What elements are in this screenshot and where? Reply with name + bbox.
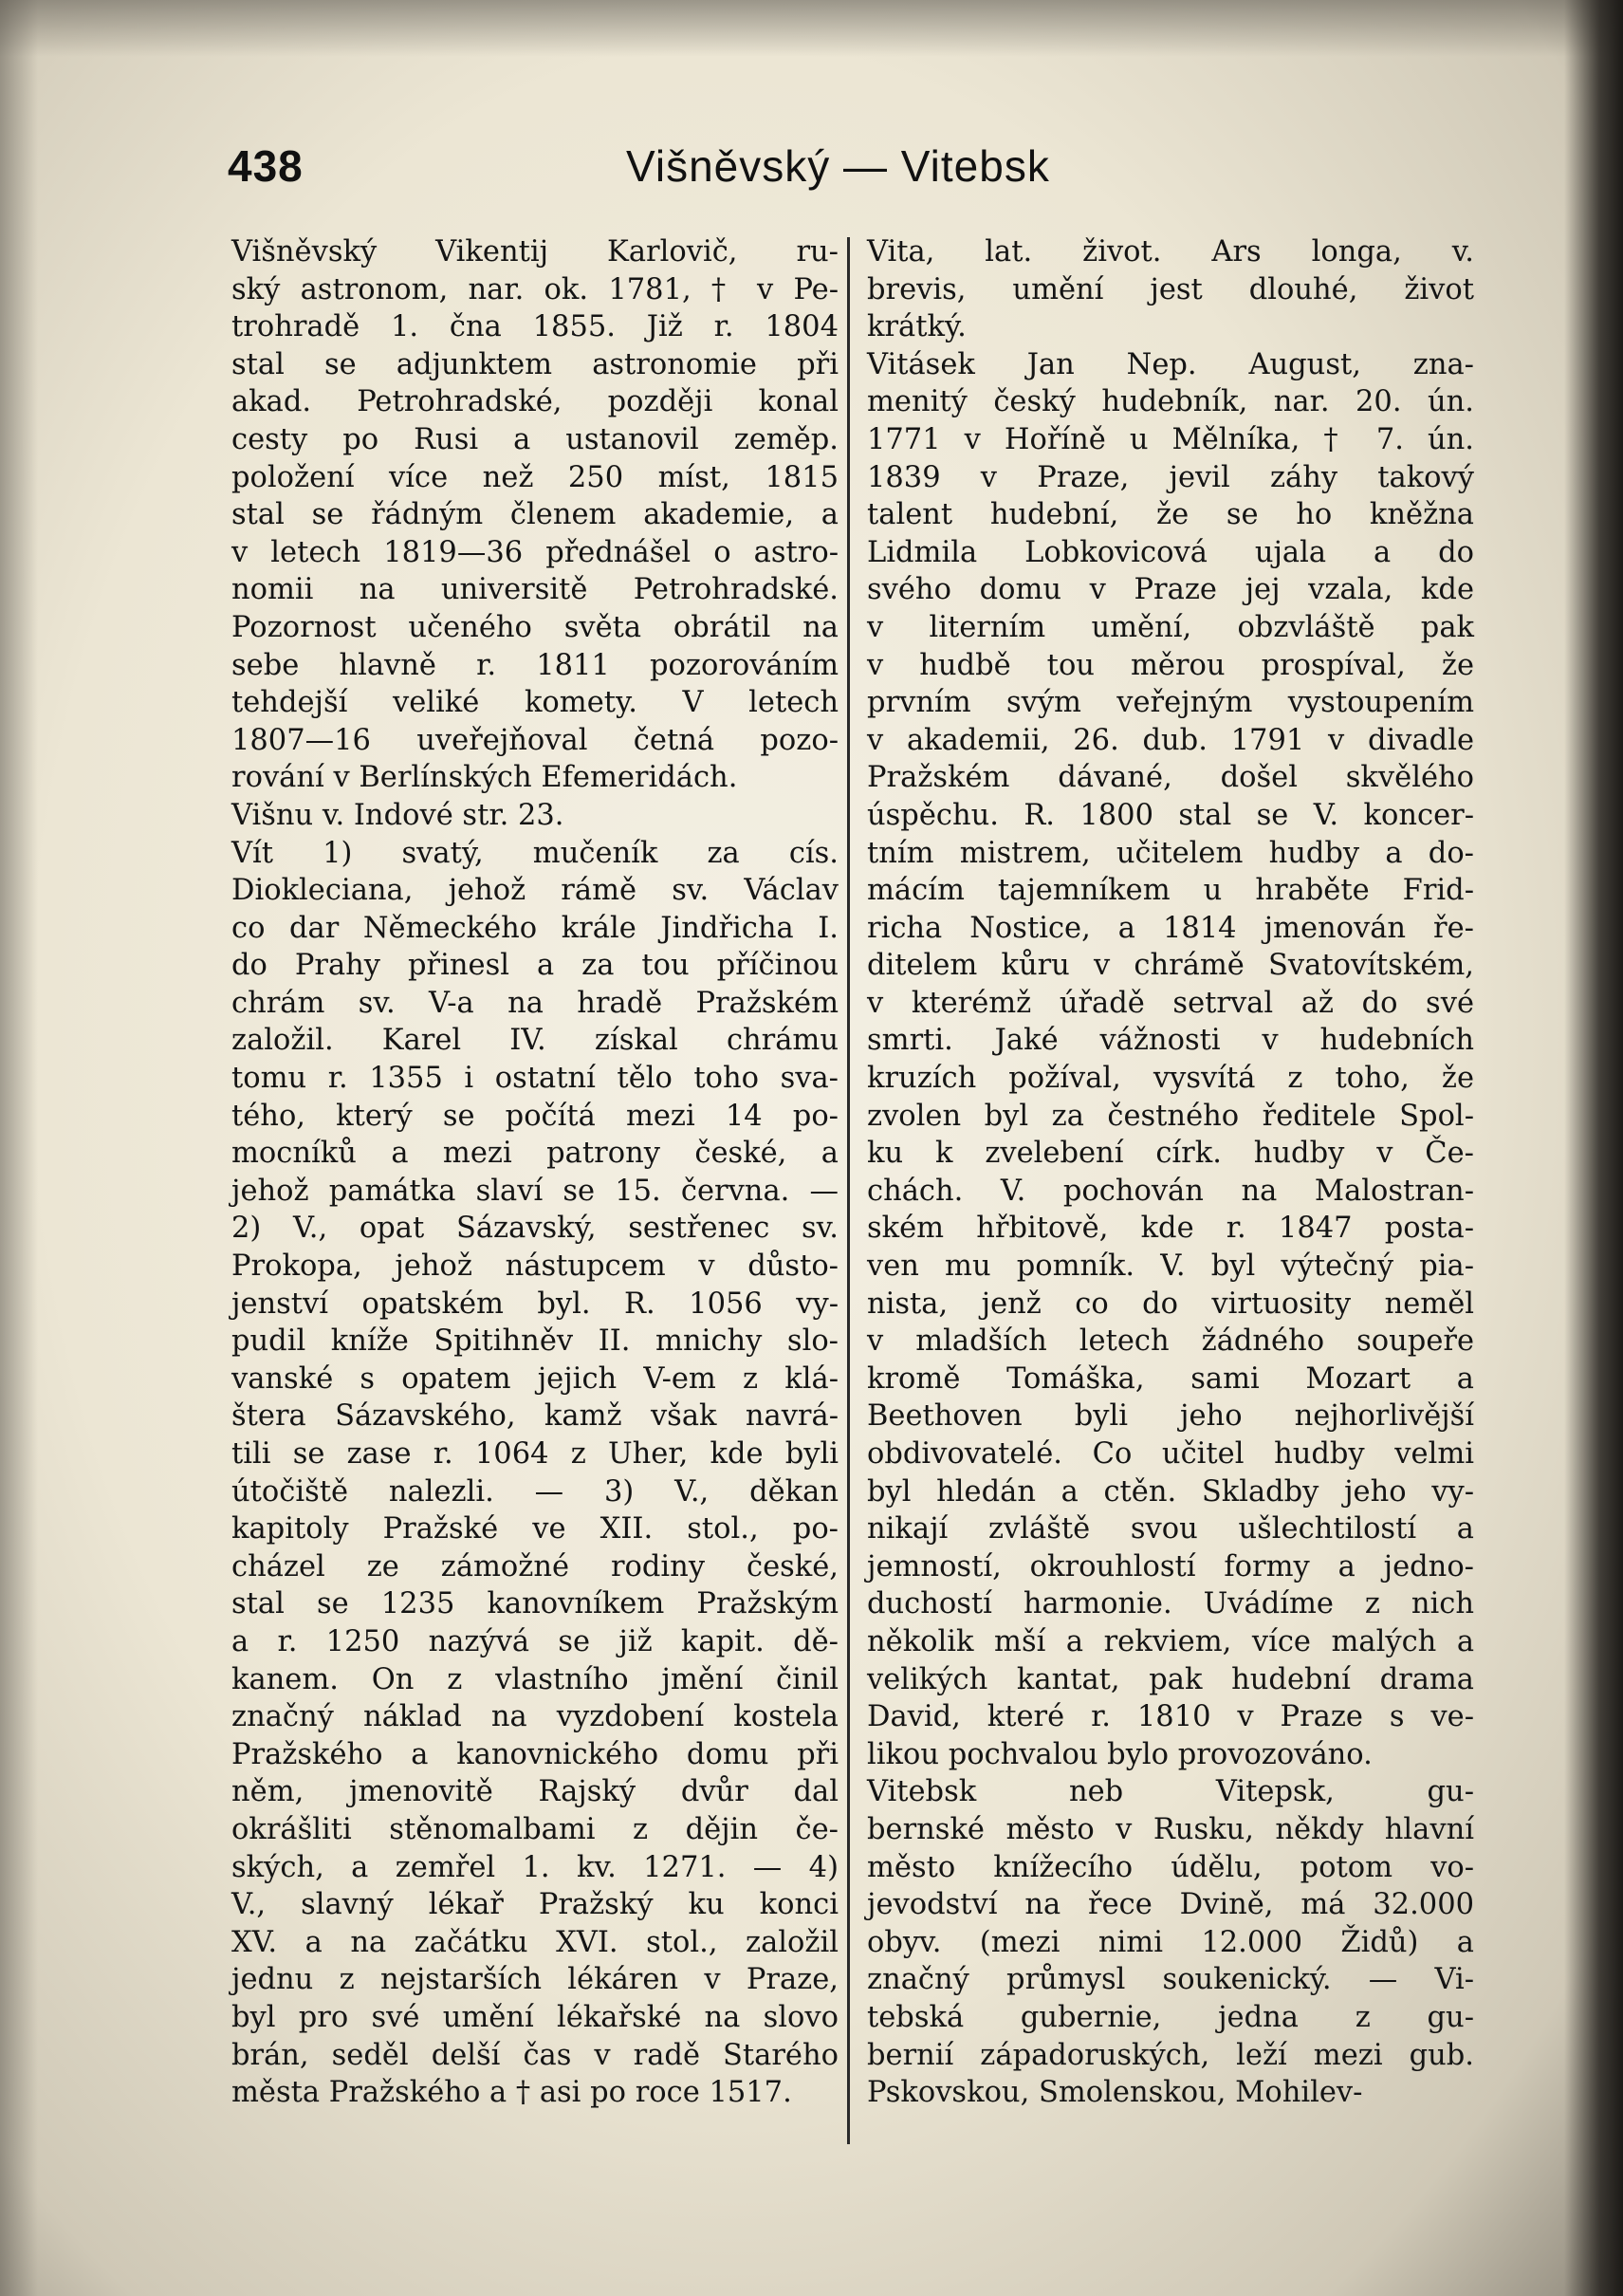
left_column-line: Višnu v. Indové str. 23. (231, 798, 564, 832)
left_column-line: stal se řádným členem akademie, a (231, 498, 839, 532)
right_column-line: Vitásek Jan Nep. August, zna- (867, 347, 1474, 381)
left_column-line: 2) V., opat Sázavský, sestřenec sv. (231, 1212, 839, 1246)
right_column-line: obdivovatelé. Co učitel hudby velmi (867, 1437, 1474, 1471)
left_column-line: kanem. On z vlastního jmění činil (231, 1662, 839, 1696)
right_column-line: duchostí harmonie. Uvádíme z nich (867, 1587, 1474, 1621)
right_column-line: smrti. Jaké vážnosti v hudebních (867, 1024, 1474, 1058)
right_column-line: likou pochvalou bylo provozováno. (867, 1737, 1373, 1771)
left_column-line: 1807—16 uveřejňoval četná pozo- (231, 723, 839, 757)
page-shadow-top (0, 0, 1623, 57)
right_column-line: 1839 v Praze, jevil záhy takový (867, 460, 1474, 494)
right_column-line: v hudbě tou měrou prospíval, že (867, 648, 1474, 682)
left_column-line: města Pražského a † asi po roce 1517. (231, 2076, 792, 2110)
right_column-line: kruzích požíval, vysvítá z toho, že (867, 1062, 1474, 1096)
right_column-line: ském hřbitově, kde r. 1847 posta- (867, 1212, 1474, 1246)
left_column-line: ský astronom, nar. ok. 1781, † v Pe- (231, 272, 839, 306)
left_column-line: kapitoly Pražské ve XII. stol., po- (231, 1512, 839, 1546)
left_column-line: jehož památka slaví se 15. června. — (231, 1174, 839, 1208)
page-number: 438 (228, 141, 304, 191)
left_column-line: akad. Petrohradské, později konal (231, 385, 839, 419)
right_column-line: ditelem kůru v chrámě Svatovítském, (867, 949, 1474, 983)
left_column-line: sebe hlavně r. 1811 pozorováním (231, 648, 839, 682)
right_column-line: richa Nostice, a 1814 jmenován ře- (867, 911, 1474, 945)
page-header (228, 140, 1081, 197)
right_column-line: bernské město v Rusku, někdy hlavní (867, 1812, 1474, 1846)
left_column-line: nomii na universitě Petrohradské. (231, 573, 839, 607)
left_column-line: cházel ze zámožné rodiny české, (231, 1549, 839, 1583)
left_column-line: trohradě 1. čna 1855. Již r. 1804 (231, 310, 839, 344)
right_column-line: svého domu v Praze jej vzala, kde (867, 573, 1474, 607)
right-column (867, 233, 1474, 2112)
left_column-line: položení více než 250 míst, 1815 (231, 460, 839, 494)
right_column-line: značný průmysl soukenický. — Vi- (867, 1963, 1474, 1997)
right_column-line: město knížecího údělu, potom vo- (867, 1850, 1474, 1884)
left_column-line: tého, který se počítá mezi 14 po- (231, 1099, 839, 1133)
left_column-line: Pražského a kanovnického domu při (231, 1737, 839, 1771)
right_column-line: úspěchu. R. 1800 stal se V. koncer- (867, 798, 1474, 832)
right_column-line: Pskovskou, Smolenskou, Mohilev- (867, 2076, 1363, 2110)
right_column-line: Pražském dávané, došel skvělého (867, 761, 1474, 795)
right_column-line: 1771 v Hoříně u Mělníka, † 7. ún. (867, 422, 1474, 456)
left_column-line: pudil kníže Spitihněv II. mnichy slo- (231, 1324, 839, 1359)
right_column-line: v kterémž úřadě setrval až do své (867, 986, 1474, 1020)
left_column-line: jenství opatském byl. R. 1056 vy- (231, 1287, 839, 1321)
right_column-line: několik mší a rekviem, více malých a (867, 1624, 1474, 1658)
left_column-line: okrášliti stěnomalbami z dějin če- (231, 1812, 839, 1846)
left_column-line: tili se zase r. 1064 z Uher, kde byli (231, 1437, 839, 1471)
left_column-line: do Prahy přinesl a za tou příčinou (231, 949, 839, 983)
right_column-line: ven mu pomník. V. byl výtečný pia- (867, 1250, 1474, 1284)
right_column-line: v mladších letech žádného soupeře (867, 1324, 1474, 1359)
left_column-line: V., slavný lékař Pražský ku konci (231, 1888, 839, 1922)
left_column-line: brán, seděl delší čas v radě Starého (231, 2038, 839, 2072)
left_column-line: Diokleciana, jehož rámě sv. Václav (231, 874, 839, 908)
left_column-line: značný náklad na vyzdobení kostela (231, 1700, 839, 1734)
left_column-line: Pozornost učeného světa obrátil na (231, 610, 839, 644)
left_column-line: co dar Německého krále Jindřicha I. (231, 911, 839, 945)
right_column-line: mácím tajemníkem u hraběte Frid- (867, 874, 1474, 908)
left_column-line: ských, a zemřel 1. kv. 1271. — 4) (231, 1850, 839, 1884)
right_column-line: prvním svým veřejným vystoupením (867, 686, 1474, 720)
left_column-line: tehdejší veliké komety. V letech (231, 686, 839, 720)
right_column-line: byl hledán a ctěn. Skladby jeho vy- (867, 1474, 1474, 1509)
column-divider (847, 237, 850, 2144)
right_column-line: velikých kantat, pak hudební drama (867, 1662, 1474, 1696)
right_column-line: zvolen byl za čestného ředitele Spol- (867, 1099, 1474, 1133)
left_column-line: stal se adjunktem astronomie při (231, 347, 839, 381)
right_column-line: kromě Tomáška, sami Mozart a (867, 1361, 1474, 1396)
left-column (231, 233, 839, 2112)
left_column-line: v letech 1819—36 přednášel o astro- (231, 535, 839, 569)
right_column-line: Vitebsk neb Vitepsk, gu- (867, 1775, 1474, 1809)
right_column-line: bernií západoruských, leží mezi gub. (867, 2038, 1474, 2072)
right_column-line: v literním umění, obzvláště pak (867, 610, 1474, 644)
right_column-line: talent hudební, že se ho kněžna (867, 498, 1474, 532)
right_column-line: jevodství na řece Dvině, má 32.000 (867, 1888, 1474, 1922)
right_column-line: tním mistrem, učitelem hudby a do- (867, 836, 1474, 870)
right_column-line: Vita, lat. život. Ars longa, v. (867, 235, 1474, 268)
left_column-line: útočiště nalezli. — 3) V., děkan (231, 1474, 839, 1509)
left_column-line: tomu r. 1355 i ostatní tělo toho sva- (231, 1062, 839, 1096)
right_column-line: Beethoven byli jeho nejhorlivější (867, 1399, 1474, 1434)
right_column-line: chách. V. pochován na Malostran- (867, 1174, 1474, 1208)
left_column-line: chrám sv. V-a na hradě Pražském (231, 986, 839, 1020)
left_column-line: XV. a na začátku XVI. stol., založil (231, 1925, 839, 1959)
right_column-line: nikají zvláště svou ušlechtilostí a (867, 1512, 1474, 1546)
page-shadow-left (0, 0, 38, 2296)
right_column-line: Lidmila Lobkovicová ujala a do (867, 535, 1474, 569)
left_column-line: jednu z nejstarších lékáren v Praze, (231, 1963, 839, 1997)
left_column-line: Vít 1) svatý, mučeník za cís. (231, 836, 839, 870)
right_column-line: obyv. (mezi nimi 12.000 Židů) a (867, 1925, 1474, 1959)
right_column-line: jemností, okrouhlostí formy a jedno- (867, 1549, 1474, 1583)
left_column-line: a r. 1250 nazývá se již kapit. dě- (231, 1624, 839, 1658)
right_column-line: brevis, umění jest dlouhé, život (867, 272, 1474, 306)
left_column-line: založil. Karel IV. získal chrámu (231, 1024, 839, 1058)
left_column-line: rování v Berlínských Efemeridách. (231, 761, 738, 795)
left_column-line: vanské s opatem jejich V-em z klá- (231, 1361, 839, 1396)
right_column-line: menitý český hudebník, nar. 20. ún. (867, 385, 1474, 419)
right_column-line: ku k zvelebení círk. hudby v Če- (867, 1137, 1474, 1171)
running-title: Višněvský — Vitebsk (626, 141, 1050, 191)
right_column-line: v akademii, 26. dub. 1791 v divadle (867, 723, 1474, 757)
left_column-line: byl pro své umění lékařské na slovo (231, 2000, 839, 2034)
left_column-line: mocníků a mezi patrony české, a (231, 1137, 839, 1171)
left_column-line: Višněvský Vikentij Karlovič, ru- (231, 235, 839, 268)
left_column-line: cesty po Rusi a ustanovil zeměp. (231, 422, 839, 456)
right_column-line: tebská gubernie, jedna z gu- (867, 2000, 1474, 2034)
page-binding-shadow (1564, 0, 1623, 2296)
right_column-line: krátký. (867, 310, 967, 344)
right_column-line: nista, jenž co do virtuosity neměl (867, 1287, 1474, 1321)
right_column-line: David, které r. 1810 v Praze s ve- (867, 1700, 1474, 1734)
left_column-line: něm, jmenovitě Rajský dvůr dal (231, 1775, 839, 1809)
left_column-line: štera Sázavského, kamž však navrá- (231, 1399, 839, 1434)
left_column-line: Prokopa, jehož nástupcem v důsto- (231, 1250, 839, 1284)
left_column-line: stal se 1235 kanovníkem Pražským (231, 1587, 839, 1621)
